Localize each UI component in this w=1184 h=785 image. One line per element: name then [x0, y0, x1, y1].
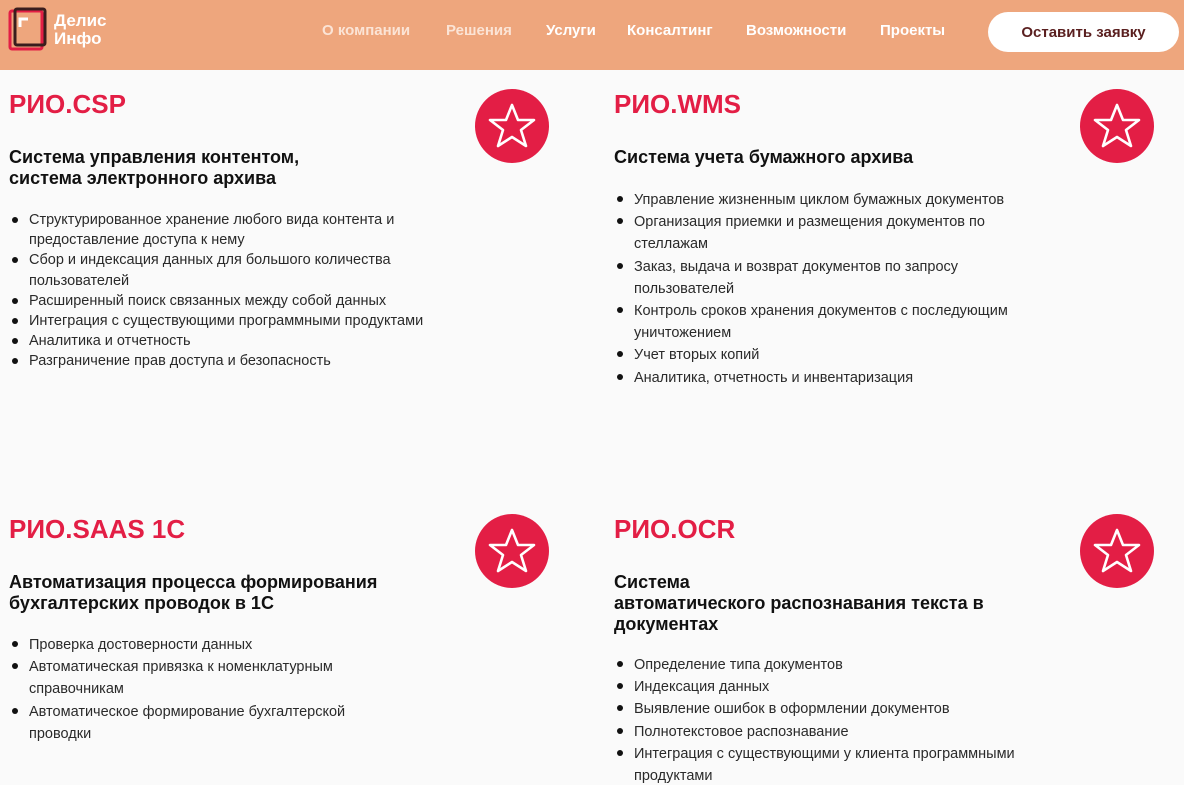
subtitle-line: Система управления контентом,	[9, 147, 300, 167]
star-icon	[486, 100, 538, 152]
product-badge	[1080, 514, 1154, 588]
list-item: Расширенный поиск связанных между собой данных	[9, 291, 439, 311]
product-title: РИО.WMS	[614, 89, 742, 119]
subtitle-line: Система учета бумажного архива	[614, 147, 914, 167]
list-item: Интеграция с существующими у клиента программными продуктами	[614, 743, 1024, 785]
feature-list	[614, 654, 1024, 785]
list-item: Заказ, выдача и возврат документов по запросу пользователей	[614, 256, 1044, 300]
subtitle-line: Автоматизация процесса формирования	[9, 572, 378, 592]
star-icon	[486, 525, 538, 577]
list-item: Аналитика и отчетность	[9, 331, 439, 351]
logo-line-2: Инфо	[54, 29, 102, 48]
product-title: РИО.CSP	[9, 89, 126, 119]
nav-item-services[interactable]: Услуги	[546, 22, 596, 39]
nav-item-features[interactable]: Возможности	[746, 22, 847, 39]
list-item: Аналитика, отчетность и инвентаризация	[614, 367, 1044, 389]
product-badge	[1080, 89, 1154, 163]
list-item: Управление жизненным циклом бумажных документов	[614, 189, 1044, 211]
nav-item-solutions[interactable]: Решения	[446, 22, 512, 39]
logo-line-1: Делис	[54, 11, 107, 30]
subtitle-line: документах	[614, 614, 719, 634]
list-item: Автоматическое формирование бухгалтерской проводки	[9, 701, 389, 745]
product-badge	[475, 89, 549, 163]
list-item: Автоматическая привязка к номенклатурным справочникам	[9, 656, 389, 700]
nav-item-about[interactable]: О компании	[322, 22, 411, 39]
product-title: РИО.OCR	[614, 514, 736, 544]
feature-list	[9, 634, 389, 745]
list-item: Интеграция с существующими программными продуктами	[9, 311, 439, 331]
list-item: Проверка достоверности данных	[9, 634, 389, 656]
product-card-ocr	[614, 514, 1174, 785]
logo-icon	[8, 7, 48, 53]
product-subtitle	[9, 147, 299, 189]
product-card-wms	[614, 89, 1174, 419]
product-subtitle	[9, 572, 377, 614]
list-item: Учет вторых копий	[614, 344, 1044, 366]
list-item: Структурированное хранение любого вида контента и предоставление доступа к нему	[9, 210, 439, 250]
logo-text	[54, 12, 106, 48]
list-item: Сбор и индексация данных для большого количества пользователей	[9, 250, 439, 290]
subtitle-line: система электронного архива	[9, 168, 276, 188]
product-card-csp	[9, 89, 569, 409]
product-subtitle	[614, 572, 984, 635]
star-icon	[1091, 100, 1143, 152]
request-button[interactable]: Оставить заявку	[988, 12, 1179, 52]
logo[interactable]	[8, 5, 148, 55]
subtitle-line: автоматического распознавания текста в	[614, 593, 984, 613]
feature-list	[614, 189, 1044, 389]
list-item: Определение типа документов	[614, 654, 1024, 676]
product-card-saas-1c	[9, 514, 569, 754]
product-badge	[475, 514, 549, 588]
list-item: Полнотекстовое распознавание	[614, 721, 1024, 743]
feature-list	[9, 210, 439, 372]
star-icon	[1091, 525, 1143, 577]
list-item: Контроль сроков хранения документов с последующим уничтожением	[614, 300, 1044, 344]
site-header	[0, 0, 1184, 70]
product-subtitle	[614, 147, 913, 168]
nav-item-consulting[interactable]: Консалтинг	[627, 22, 713, 39]
subtitle-line: Система	[614, 572, 690, 592]
nav-item-projects[interactable]: Проекты	[880, 22, 946, 39]
list-item: Разграничение прав доступа и безопасность	[9, 351, 439, 371]
product-title: РИО.SAAS 1С	[9, 514, 186, 544]
list-item: Выявление ошибок в оформлении документов	[614, 698, 1024, 720]
list-item: Организация приемки и размещения документов по стеллажам	[614, 211, 1044, 255]
list-item: Индексация данных	[614, 676, 1024, 698]
subtitle-line: бухгалтерских проводок в 1С	[9, 593, 274, 613]
